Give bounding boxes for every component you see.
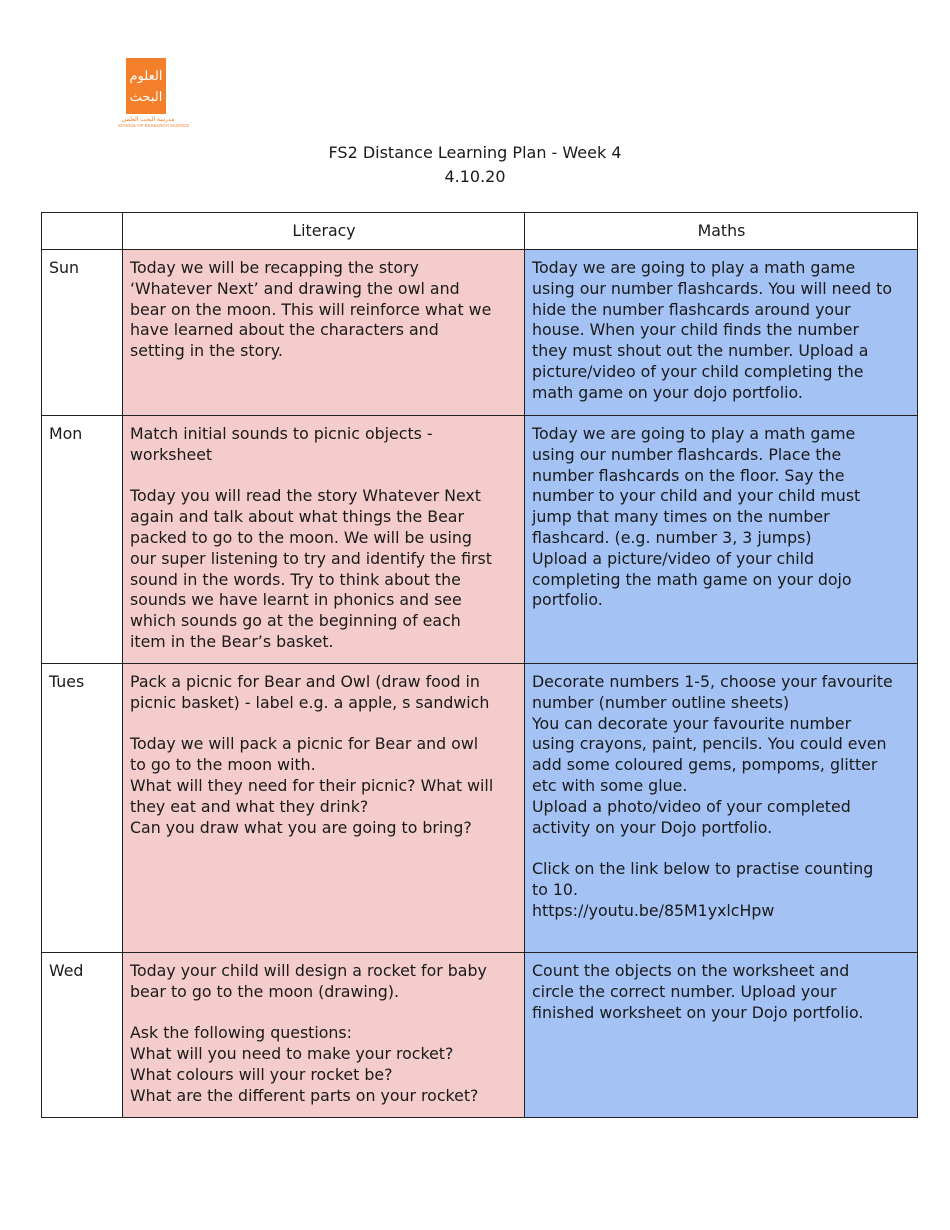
literacy-text-line: picnic basket) - label e.g. a apple, s sandwich (130, 692, 490, 712)
literacy-text-line: worksheet (130, 444, 213, 464)
literacy-text-line: again and talk about what things the Bear (130, 507, 464, 527)
maths-text-line: Decorate numbers 1-5, choose your favourite (532, 672, 893, 691)
maths-text-line: Today we are going to play a math game (532, 424, 856, 443)
literacy-text-line: What colours will your rocket be? (130, 1064, 393, 1084)
maths-text-line: number flashcards on the floor. Say the (532, 465, 845, 485)
logo-glyph-line: البحث (129, 89, 163, 105)
literacy-text-line: What are the different parts on your rocket? (130, 1085, 479, 1105)
maths-text-line: number (number outline sheets) (532, 692, 790, 712)
maths-text-line: activity on your Dojo portfolio. (532, 817, 773, 837)
literacy-text-line: Today we will pack a picnic for Bear and owl (130, 734, 479, 754)
maths-text-line: Upload a picture/video of your child (532, 548, 815, 568)
literacy-text-line: What will they need for their picnic? What will (130, 775, 494, 795)
literacy-text-line: Today your child will design a rocket for baby (130, 961, 487, 980)
table-body (42, 213, 918, 1118)
maths-text-line: portfolio. (532, 590, 603, 610)
literacy-text-line: to go to the moon with. (130, 755, 316, 775)
literacy-text-line: bear on the moon. This will reinforce what we (130, 299, 492, 319)
maths-text-line: Count the objects on the worksheet and (532, 961, 850, 980)
maths-text-line: using our number flashcards. You will need to (532, 278, 893, 298)
table-row (42, 664, 918, 953)
table-header-row (42, 213, 918, 250)
literacy-text-line: What will you need to make your rocket? (130, 1044, 454, 1064)
day-cell: Wed (42, 953, 123, 1118)
day-cell: Tues (42, 664, 123, 953)
maths-text-line: Upload a photo/video of your completed (532, 796, 851, 816)
document-header (0, 141, 950, 189)
maths-cell (525, 416, 918, 664)
literacy-cell (123, 250, 525, 416)
literacy-text-line: they eat and what they drink? (130, 796, 369, 816)
maths-text-line: etc with some glue. (532, 775, 688, 795)
header-literacy-cell: Literacy (123, 213, 525, 250)
logo-caption-arabic: مدرسة البحث العلمي (121, 117, 175, 123)
literacy-text-line: Today we will be recapping the story (130, 258, 419, 277)
paragraph-gap (130, 714, 518, 735)
literacy-text-line: sounds we have learnt in phonics and see (130, 590, 462, 610)
literacy-text-line: Today you will read the story Whatever Next (130, 486, 481, 506)
maths-text-line: https://youtu.be/85M1yxlcHpw (532, 900, 775, 920)
maths-text-line: picture/video of your child completing the (532, 361, 864, 381)
maths-text-line: Today we are going to play a math game (532, 258, 856, 277)
maths-text-line: circle the correct number. Upload your (532, 981, 837, 1001)
maths-cell (525, 664, 918, 953)
literacy-text-line: packed to go to the moon. We will be using (130, 527, 472, 547)
maths-text-line: completing the math game on your dojo (532, 569, 852, 589)
maths-text-line: using our number flashcards. Place the (532, 444, 842, 464)
literacy-text-line: Pack a picnic for Bear and Owl (draw food in (130, 672, 480, 691)
maths-text-line: to 10. (532, 879, 579, 899)
logo-emblem (126, 58, 166, 114)
header-day-cell (42, 213, 123, 250)
maths-text-line: Click on the link below to practise counting (532, 859, 874, 879)
literacy-cell (123, 416, 525, 664)
literacy-text-line: Can you draw what you are going to bring? (130, 817, 472, 837)
maths-text-line: hide the number flashcards around your (532, 299, 851, 319)
paragraph-gap (130, 466, 518, 487)
table-row (42, 250, 918, 416)
header-maths-cell: Maths (525, 213, 918, 250)
paragraph-gap (532, 838, 911, 859)
literacy-text-line: setting in the story. (130, 341, 283, 361)
day-cell: Sun (42, 250, 123, 416)
maths-cell (525, 250, 918, 416)
maths-text-line: they must shout out the number. Upload a (532, 341, 869, 361)
maths-text-line: You can decorate your favourite number (532, 713, 852, 733)
logo-caption-english: SCHOOL OF RESEARCH SCIENCE (118, 123, 190, 128)
maths-text-line: number to your child and your child must (532, 486, 861, 506)
maths-text-line: jump that many times on the number (532, 507, 830, 527)
table-row (42, 953, 918, 1118)
literacy-cell (123, 664, 525, 953)
literacy-text-line: Match initial sounds to picnic objects - (130, 424, 433, 443)
maths-text-line: house. When your child finds the number (532, 320, 859, 340)
literacy-text-line: have learned about the characters and (130, 320, 439, 340)
literacy-text-line: bear to go to the moon (drawing). (130, 981, 400, 1001)
maths-text-line: add some coloured gems, pompoms, glitter (532, 755, 878, 775)
table-row (42, 416, 918, 664)
learning-plan-table (41, 212, 918, 1118)
literacy-text-line: which sounds go at the beginning of each (130, 611, 461, 631)
logo-glyph-line: العلوم (129, 69, 163, 84)
literacy-cell (123, 953, 525, 1118)
maths-text-line: finished worksheet on your Dojo portfolio. (532, 1002, 864, 1022)
literacy-text-line: item in the Bear’s basket. (130, 631, 334, 651)
literacy-text-line: ‘Whatever Next’ and drawing the owl and (130, 278, 460, 298)
paragraph-gap (130, 1003, 518, 1024)
maths-text-line: flashcard. (e.g. number 3, 3 jumps) (532, 527, 812, 547)
maths-cell (525, 953, 918, 1118)
day-cell: Mon (42, 416, 123, 664)
literacy-text-line: sound in the words. Try to think about the (130, 569, 461, 589)
maths-text-line: using crayons, paint, pencils. You could even (532, 734, 887, 754)
literacy-text-line: our super listening to try and identify the first (130, 548, 492, 568)
logo-calligraphy (126, 70, 166, 112)
school-logo (118, 56, 190, 134)
literacy-text-line: Ask the following questions: (130, 1023, 352, 1043)
page-title: FS2 Distance Learning Plan - Week 4 (328, 143, 622, 162)
page-date: 4.10.20 (444, 167, 506, 186)
maths-text-line: math game on your dojo portfolio. (532, 382, 803, 402)
